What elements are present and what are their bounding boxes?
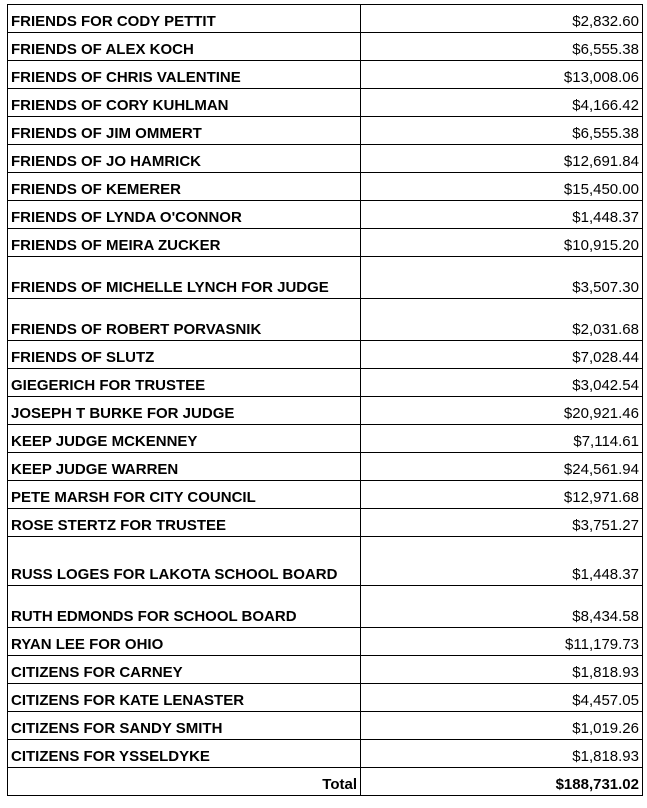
committee-name: CITIZENS FOR CARNEY — [8, 656, 361, 684]
committee-name: FRIENDS OF JO HAMRICK — [8, 145, 361, 173]
committee-name: FRIENDS OF CORY KUHLMAN — [8, 89, 361, 117]
total-row — [8, 768, 643, 796]
committee-name: RYAN LEE FOR OHIO — [8, 628, 361, 656]
committee-name: FRIENDS OF KEMERER — [8, 173, 361, 201]
amount: $11,179.73 — [361, 628, 643, 656]
table-row — [8, 740, 643, 768]
committee-name: FRIENDS OF ALEX KOCH — [8, 33, 361, 61]
table-row — [8, 201, 643, 229]
committee-name: KEEP JUDGE MCKENNEY — [8, 425, 361, 453]
table-row — [8, 33, 643, 61]
amount: $3,751.27 — [361, 509, 643, 537]
table-row — [8, 425, 643, 453]
committee-name: GIEGERICH FOR TRUSTEE — [8, 369, 361, 397]
table-row — [8, 229, 643, 257]
table-row — [8, 5, 643, 33]
table-row — [8, 299, 643, 341]
table-row — [8, 173, 643, 201]
committee-name: FRIENDS FOR CODY PETTIT — [8, 5, 361, 33]
table-row — [8, 712, 643, 740]
amount: $2,832.60 — [361, 5, 643, 33]
amount: $8,434.58 — [361, 586, 643, 628]
table-row — [8, 481, 643, 509]
table-row — [8, 397, 643, 425]
amount: $1,448.37 — [361, 201, 643, 229]
table-row — [8, 341, 643, 369]
table-row — [8, 61, 643, 89]
table-row — [8, 453, 643, 481]
total-label: Total — [8, 768, 361, 796]
amount: $24,561.94 — [361, 453, 643, 481]
amount: $2,031.68 — [361, 299, 643, 341]
total-amount: $188,731.02 — [361, 768, 643, 796]
committee-name: KEEP JUDGE WARREN — [8, 453, 361, 481]
committee-name: RUTH EDMONDS FOR SCHOOL BOARD — [8, 586, 361, 628]
table-row — [8, 684, 643, 712]
committee-name: FRIENDS OF MEIRA ZUCKER — [8, 229, 361, 257]
amount: $4,457.05 — [361, 684, 643, 712]
committee-name: JOSEPH T BURKE FOR JUDGE — [8, 397, 361, 425]
amount: $4,166.42 — [361, 89, 643, 117]
committee-name: CITIZENS FOR YSSELDYKE — [8, 740, 361, 768]
amount: $7,114.61 — [361, 425, 643, 453]
committee-name: PETE MARSH FOR CITY COUNCIL — [8, 481, 361, 509]
committee-name: RUSS LOGES FOR LAKOTA SCHOOL BOARD — [8, 537, 361, 586]
table-row — [8, 89, 643, 117]
table-row — [8, 509, 643, 537]
amount: $1,818.93 — [361, 740, 643, 768]
committee-name: CITIZENS FOR KATE LENASTER — [8, 684, 361, 712]
amount: $1,019.26 — [361, 712, 643, 740]
committee-name: FRIENDS OF MICHELLE LYNCH FOR JUDGE — [8, 257, 361, 299]
amount: $3,507.30 — [361, 257, 643, 299]
amount: $6,555.38 — [361, 117, 643, 145]
table-row — [8, 369, 643, 397]
amount: $15,450.00 — [361, 173, 643, 201]
committee-name: FRIENDS OF ROBERT PORVASNIK — [8, 299, 361, 341]
amount: $7,028.44 — [361, 341, 643, 369]
table-row — [8, 145, 643, 173]
committee-name: FRIENDS OF JIM OMMERT — [8, 117, 361, 145]
committee-name: CITIZENS FOR SANDY SMITH — [8, 712, 361, 740]
table-row — [8, 656, 643, 684]
table-row — [8, 117, 643, 145]
amount: $1,818.93 — [361, 656, 643, 684]
table-row — [8, 628, 643, 656]
committee-name: FRIENDS OF LYNDA O'CONNOR — [8, 201, 361, 229]
committee-name: FRIENDS OF SLUTZ — [8, 341, 361, 369]
contributions-table — [7, 4, 643, 796]
committee-name: ROSE STERTZ FOR TRUSTEE — [8, 509, 361, 537]
amount: $12,691.84 — [361, 145, 643, 173]
amount: $3,042.54 — [361, 369, 643, 397]
committee-name: FRIENDS OF CHRIS VALENTINE — [8, 61, 361, 89]
table-row — [8, 586, 643, 628]
amount: $1,448.37 — [361, 537, 643, 586]
amount: $13,008.06 — [361, 61, 643, 89]
amount: $6,555.38 — [361, 33, 643, 61]
amount: $20,921.46 — [361, 397, 643, 425]
amount: $10,915.20 — [361, 229, 643, 257]
table-row — [8, 257, 643, 299]
amount: $12,971.68 — [361, 481, 643, 509]
table-row — [8, 537, 643, 586]
